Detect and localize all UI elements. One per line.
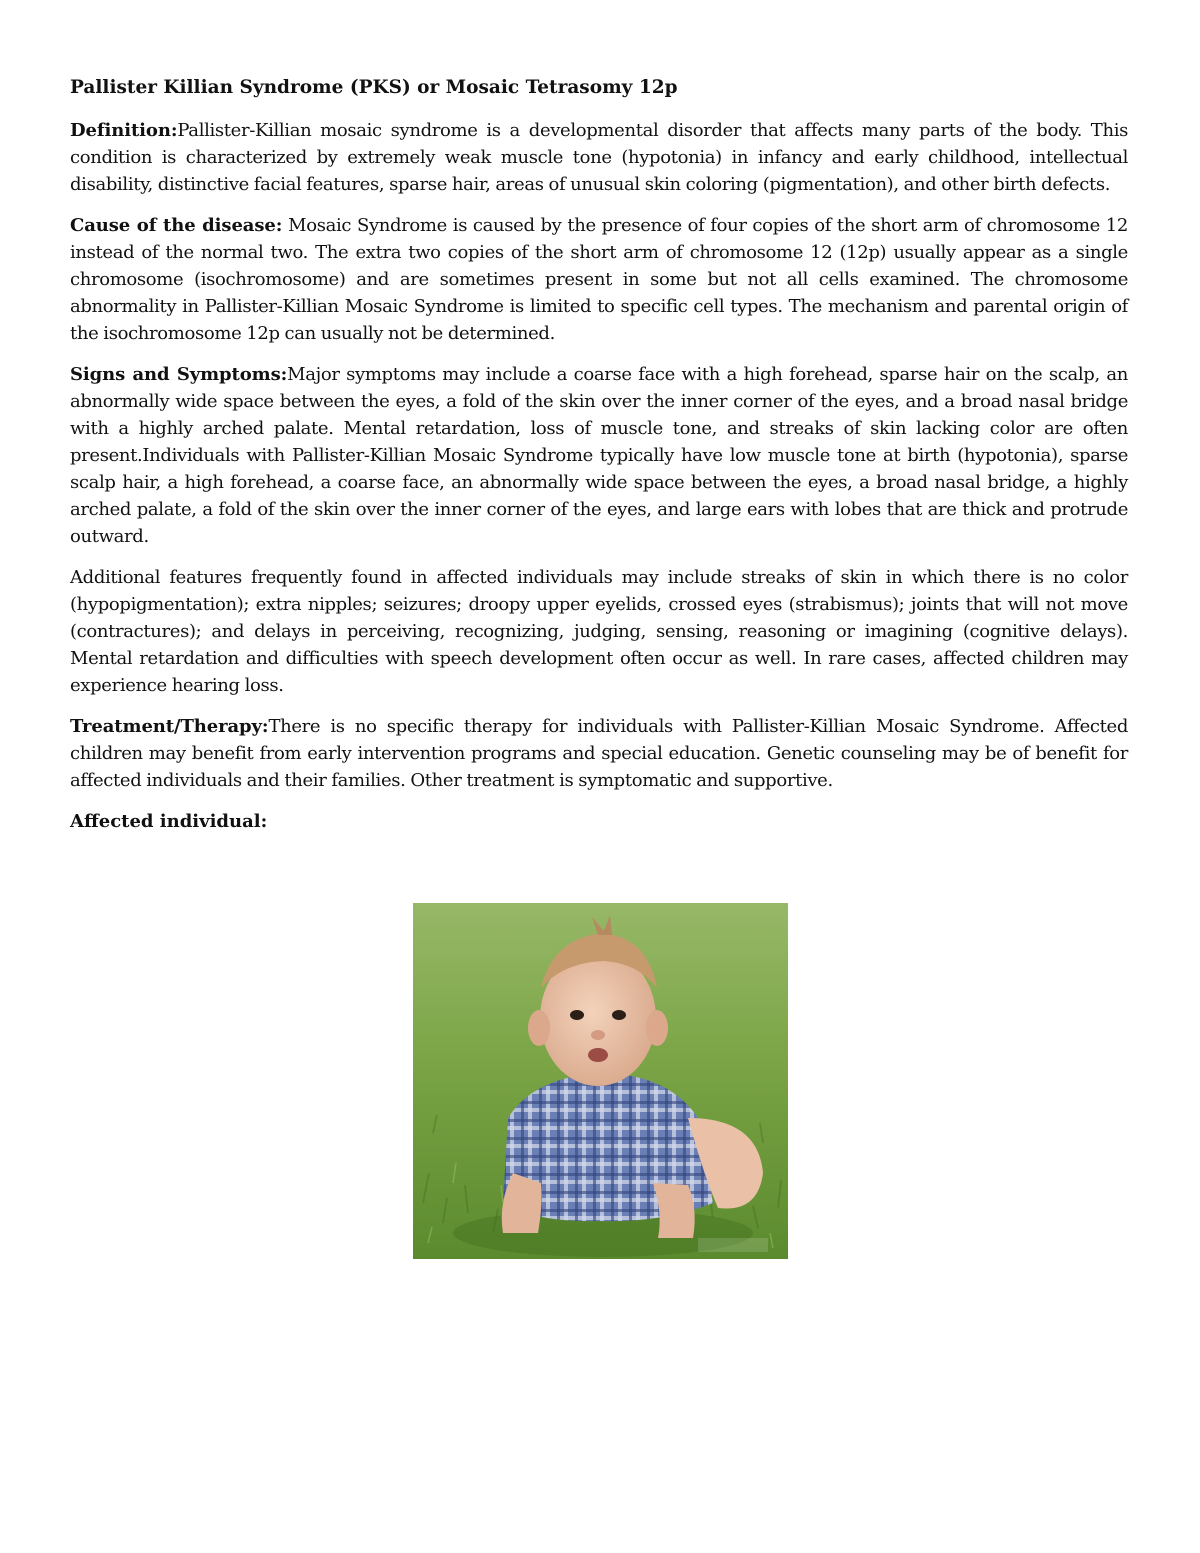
symptoms-label: Signs and Symptoms:: [70, 364, 288, 385]
symptoms-text: Major symptoms may include a coarse face with a high forehead, sparse hair on the scalp, an abnormally wide space between the eyes, a fold of the skin over the inner corner of the eyes, and a broad nasal bridge with a highly arched palate. Mental retardation, loss of muscle tone, and streaks of skin lacking color are often present.Individuals with Pallister-Killian Mosaic Syndrome typically have low muscle tone at birth (hypotonia), sparse scalp hair, a high forehead, a coarse face, an abnormally wide space between the eyes, a broad nasal bridge, a highly arched palate, a fold of the skin over the inner corner of the eyes, and large ears with lobes that are thick and protrude outward.: [70, 364, 1128, 547]
treatment-label: Treatment/Therapy:: [70, 716, 269, 737]
definition-label: Definition:: [70, 120, 178, 141]
definition-paragraph: [70, 117, 1128, 198]
document-title: Pallister Killian Syndrome (PKS) or Mosaic Tetrasomy 12p: [70, 77, 678, 98]
treatment-paragraph: [70, 713, 1128, 794]
symptoms-paragraph: [70, 361, 1128, 550]
document-page: [70, 75, 1128, 835]
definition-text: Pallister-Killian mosaic syndrome is a developmental disorder that affects many parts of the body. This condition is characterized by extremely weak muscle tone (hypotonia) in infancy and early childhood, intellectual disability, distinctive facial features, sparse hair, areas of unusual skin coloring (pigmentation), and other birth defects.: [70, 120, 1128, 195]
affected-individual-label: Affected individual:: [70, 811, 268, 832]
affected-individual-photo: [413, 903, 788, 1259]
additional-features-text: Additional features frequently found in affected individuals may include streaks of skin in which there is no color (hypopigmentation); extra nipples; seizures; droopy upper eyelids, crossed eyes (strabismus); joints that will not move (contractures); and delays in perceiving, recognizing, judging, sensing, reasoning or imagining (cognitive delays). Mental retardation and difficulties with speech development often occur as well. In rare cases, affected children may experience hearing loss.: [70, 567, 1128, 696]
treatment-text: There is no specific therapy for individuals with Pallister-Killian Mosaic Syndrome. Affected children may benefit from early intervention programs and special education. Genetic counseling may be of benefit for affected individuals and their families. Other treatment is symptomatic and supportive.: [70, 716, 1128, 791]
child-on-grass-image: [413, 903, 788, 1259]
cause-label: Cause of the disease:: [70, 215, 283, 236]
cause-text: Mosaic Syndrome is caused by the presence of four copies of the short arm of chromosome 12 instead of the normal two. The extra two copies of the short arm of chromosome 12 (12p) usually appear as a single chromosome (isochromosome) and are sometimes present in some but not all cells examined. The chromosome abnormality in Pallister-Killian Mosaic Syndrome is limited to specific cell types. The mechanism and parental origin of the isochromosome 12p can usually not be determined.: [70, 215, 1128, 344]
additional-features-paragraph: [70, 564, 1128, 699]
cause-paragraph: [70, 212, 1128, 347]
